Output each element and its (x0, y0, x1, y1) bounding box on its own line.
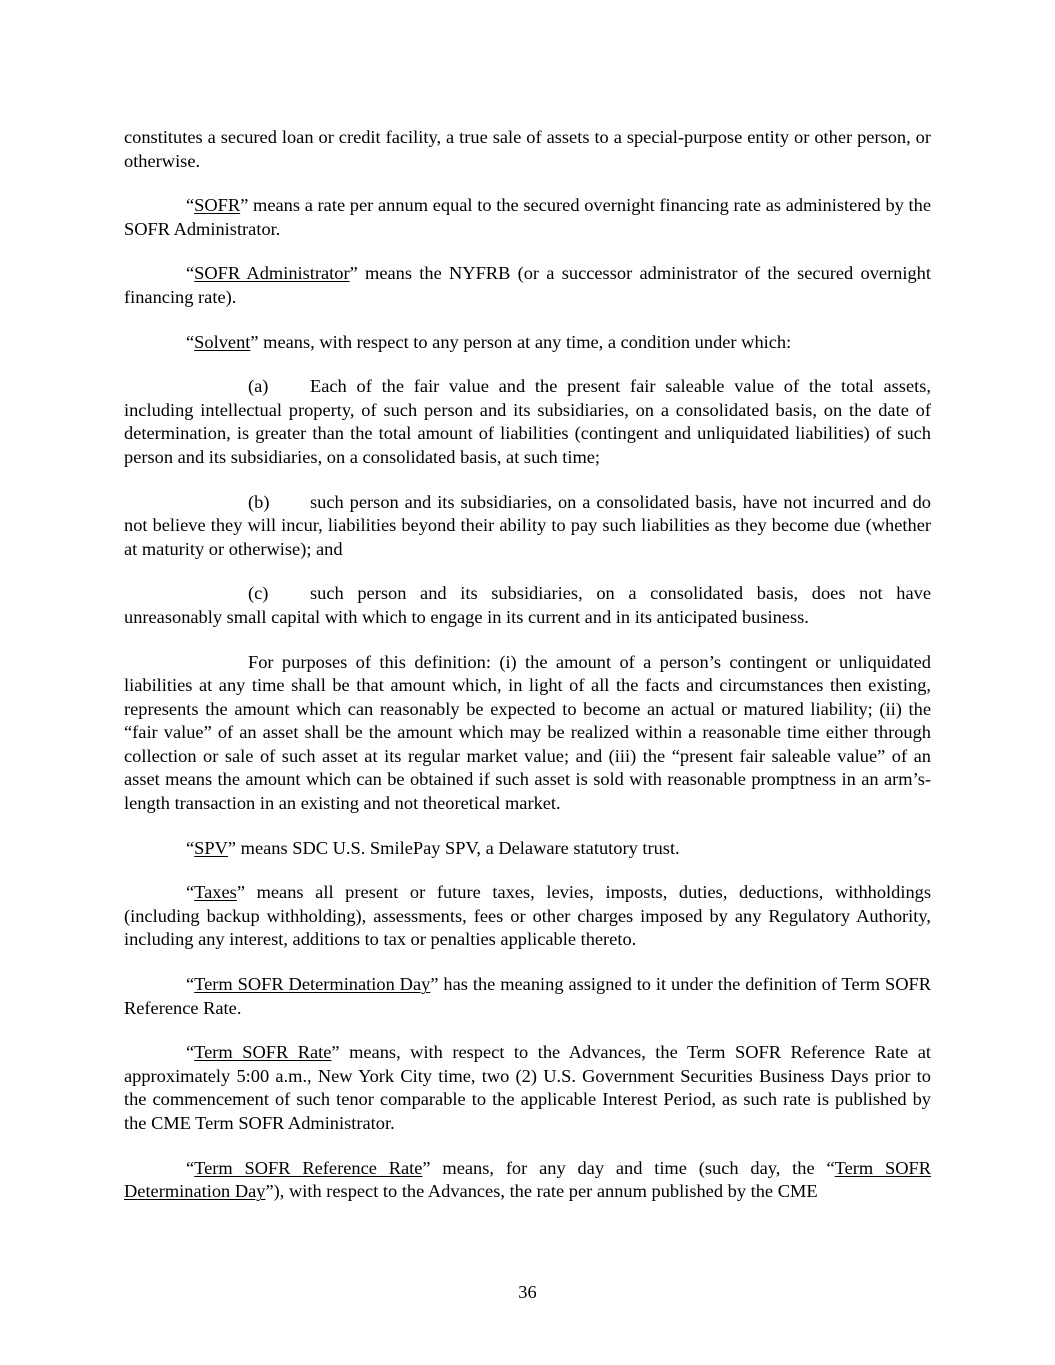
definition-solvent (124, 331, 931, 355)
definition-text: ” means, with respect to any person at any time, a condition under which: (250, 331, 792, 352)
defined-term-term-sofr-reference-rate: Term SOFR Reference Rate (194, 1157, 423, 1178)
open-quote: “ (186, 195, 195, 216)
document-body (124, 126, 931, 1204)
clause-c (124, 582, 931, 629)
defined-term-sofr-administrator: SOFR Administrator (194, 263, 350, 284)
open-quote: “ (186, 974, 195, 995)
purposes-paragraph (124, 651, 931, 816)
definition-term-sofr-rate (124, 1041, 931, 1135)
open-quote: “ (186, 331, 195, 352)
definition-taxes (124, 881, 931, 952)
purposes-text: For purposes of this definition: (i) the amount of a person’s contingent or unliquidated liabilities at any time shall be that amount which, in light of all the facts and circumstances then existing, represents the amount which can reasonably be expected to become an actual or matured liability; (ii) the “fair value” of an asset shall be the amount which may be realized within a reasonable time either through collection or sale of such asset at its regular market value; and (iii) the “present fair saleable value” of an asset means the amount which can be obtained if such asset is sold with reasonable promptness in an arm’s-length transaction in an existing and not theoretical market. (124, 651, 931, 814)
definition-text: ” means a rate per annum equal to the secured overnight financing rate as administered by the SOFR Administrator. (124, 195, 931, 239)
clause-text: Each of the fair value and the present fair saleable value of the total assets, including intellectual property, of such person and its subsidiaries, on a consolidated basis, on the date of determination, is greater than the total amount of liabilities (contingent and unliquidated liabilities) of such person and its subsidiaries, on a consolidated basis, at such time; (124, 376, 931, 467)
clause-a (124, 375, 931, 469)
definition-text: ” has the meaning assigned to it under the definition of Term SOFR Reference Rate. (124, 974, 931, 1018)
definition-text: ” means SDC U.S. SmilePay SPV, a Delaware statutory trust. (227, 837, 680, 858)
defined-term-term-sofr-determination-day: Term SOFR Determination Day (124, 1157, 931, 1202)
definition-text: ” means all present or future taxes, levies, imposts, duties, deductions, withholdings (including backup withholding), assessments, fees or other charges imposed by any Regulatory Authority, including any interest, additions to tax or penalties applicable thereto. (124, 882, 931, 950)
defined-term-term-sofr-rate: Term SOFR Rate (194, 1042, 332, 1063)
intro-text: constitutes a secured loan or credit facility, a true sale of assets to a special-purpose entity or other person, or otherwise. (124, 127, 931, 171)
open-quote: “ (186, 1042, 195, 1063)
open-quote: “ (186, 1157, 195, 1178)
open-quote: “ (186, 882, 195, 903)
defined-term-spv: SPV (194, 837, 228, 858)
page-number: 36 (518, 1282, 537, 1302)
clause-label: (c) (248, 583, 269, 604)
clause-text: such person and its subsidiaries, on a consolidated basis, have not incurred and do not believe they will incur, liabilities beyond their ability to pay such liabilities as they become due (whether at maturity or otherwise); and (124, 491, 931, 559)
intro-paragraph (124, 126, 931, 173)
definition-spv (124, 837, 931, 861)
definition-text: ” means the NYFRB (or a successor administrator of the secured overnight financing rate). (124, 263, 931, 307)
definition-term-sofr-determination-day (124, 973, 931, 1020)
definition-term-sofr-reference-rate (124, 1157, 931, 1204)
definition-text: ”), with respect to the Advances, the rate per annum published by the CME (265, 1181, 818, 1202)
defined-term-solvent: Solvent (194, 331, 251, 352)
defined-term-term-sofr-determination-day: Term SOFR Determination Day (194, 974, 431, 995)
definition-sofr-administrator (124, 262, 931, 309)
definition-sofr (124, 194, 931, 241)
definition-text: ” means, with respect to the Advances, the Term SOFR Reference Rate at approximately 5:00 a.m., New York City time, two (2) U.S. Government Securities Business Days prior to the commencement of such tenor comparable to the applicable Interest Period, as such rate is published by the CME Term SOFR Administrator. (124, 1042, 931, 1133)
defined-term-taxes: Taxes (194, 882, 237, 903)
open-quote: “ (186, 263, 195, 284)
clause-label: (b) (248, 491, 270, 512)
open-quote: “ (186, 837, 195, 858)
clause-label: (a) (248, 376, 269, 397)
defined-term-sofr: SOFR (194, 195, 241, 216)
definition-text: ” means, for any day and time (such day, the “ (422, 1157, 835, 1178)
clause-b (124, 491, 931, 562)
clause-text: such person and its subsidiaries, on a consolidated basis, does not have unreasonably small capital with which to engage in its current and in its anticipated business. (124, 583, 931, 627)
